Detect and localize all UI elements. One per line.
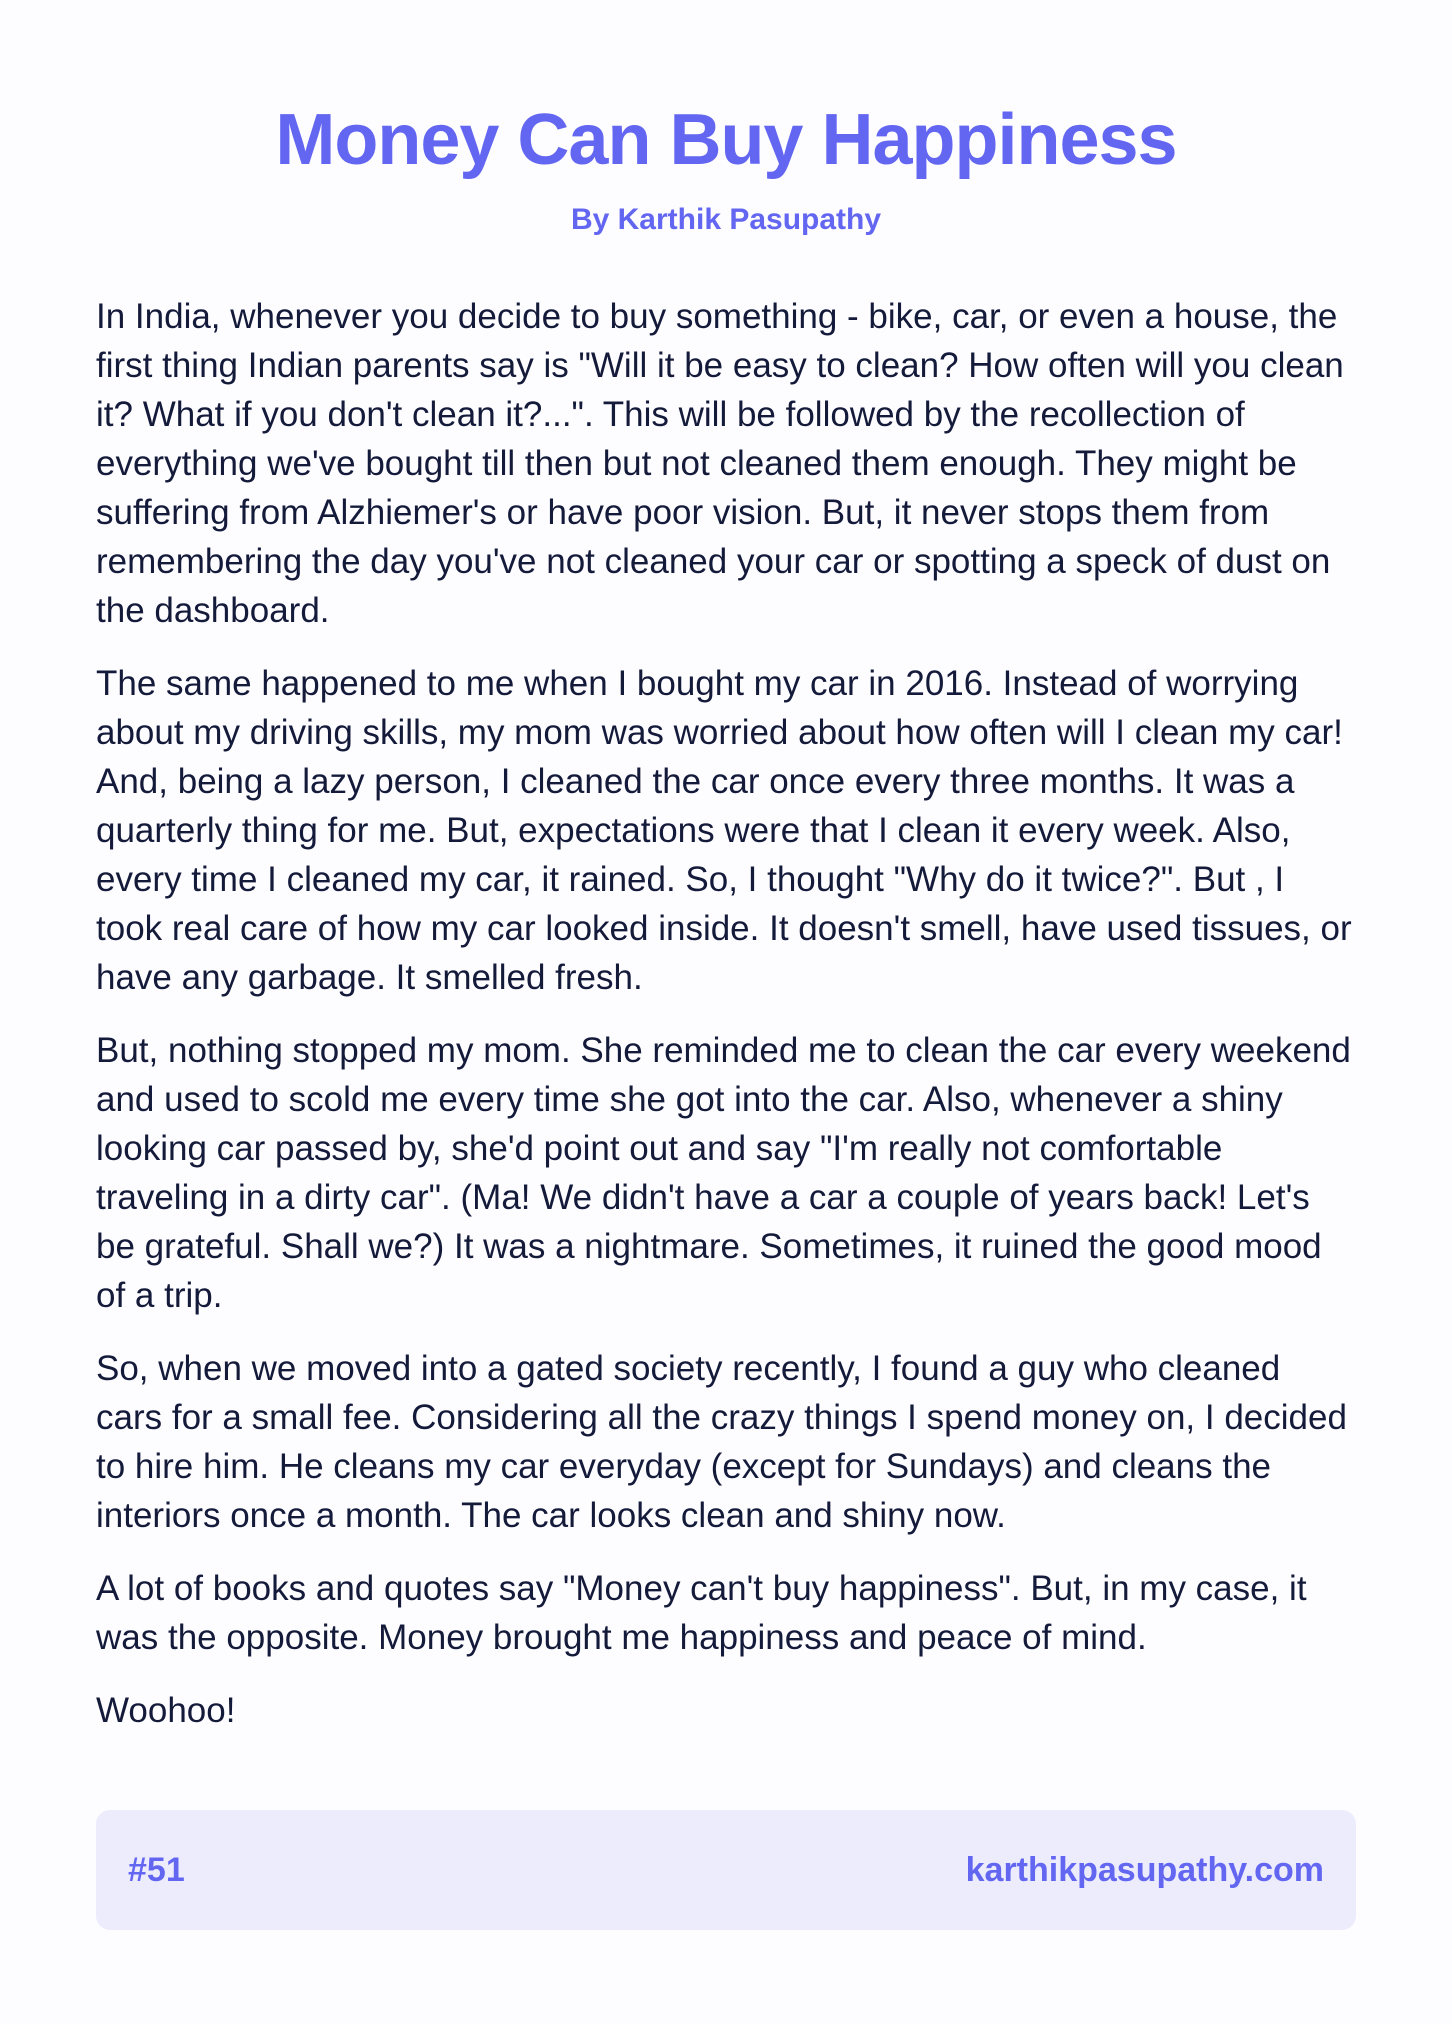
article-paragraph: In India, whenever you decide to buy something - bike, car, or even a house, the first thing Indian parents say is "Will it be easy to clean? How often will you clean it? What if you don't clean it?...". This will be followed by the recollection of everything we've bought till then but not cleaned them enough. They might be suffering from Alzhiemer's or have poor vision. But, it never stops them from remembering the day you've not cleaned your car or spotting a speck of dust on the dashboard. — [96, 297, 1344, 630]
page-title: Money Can Buy Happiness — [275, 100, 1177, 180]
footer-bar — [96, 1810, 1356, 1930]
article-paragraph: Woohoo! — [96, 1691, 236, 1730]
article-paragraph: But, nothing stopped my mom. She reminded me to clean the car every weekend and used to scold me every time she got into the car. Also, whenever a shiny looking car passed by, she'd point out and say "I'm really not comfortable traveling in a dirty car". (Ma! We didn't have a car a couple of years back! Let's be grateful. Shall we?) It was a nightmare. Sometimes, it ruined the good mood of a trip. — [96, 1031, 1351, 1315]
author-byline: By Karthik Pasupathy — [570, 203, 882, 236]
article-paragraph: A lot of books and quotes say "Money can't buy happiness". But, in my case, it was the opposite. Money brought me happiness and peace of mind. — [96, 1569, 1307, 1657]
article-paragraph: So, when we moved into a gated society recently, I found a guy who cleaned cars for a small fee. Considering all the crazy things I spend money on, I decided to hire him. He cleans my car everyday (except for Sundays) and cleans the interiors once a month. The car looks clean and shiny now. — [96, 1349, 1347, 1535]
website-link[interactable]: karthikpasupathy.com — [965, 1850, 1324, 1889]
article-body — [96, 292, 1356, 1735]
issue-number: #51 — [128, 1850, 185, 1889]
article-paragraph: The same happened to me when I bought my car in 2016. Instead of worrying about my driving skills, my mom was worried about how often will I clean my car! And, being a lazy person, I cleaned the car once every three months. It was a quarterly thing for me. But, expectations were that I clean it every week. Also, every time I cleaned my car, it rained. So, I thought "Why do it twice?". But , I took real care of how my car looked inside. It doesn't smell, have used tissues, or have any garbage. It smelled fresh. — [96, 664, 1352, 997]
